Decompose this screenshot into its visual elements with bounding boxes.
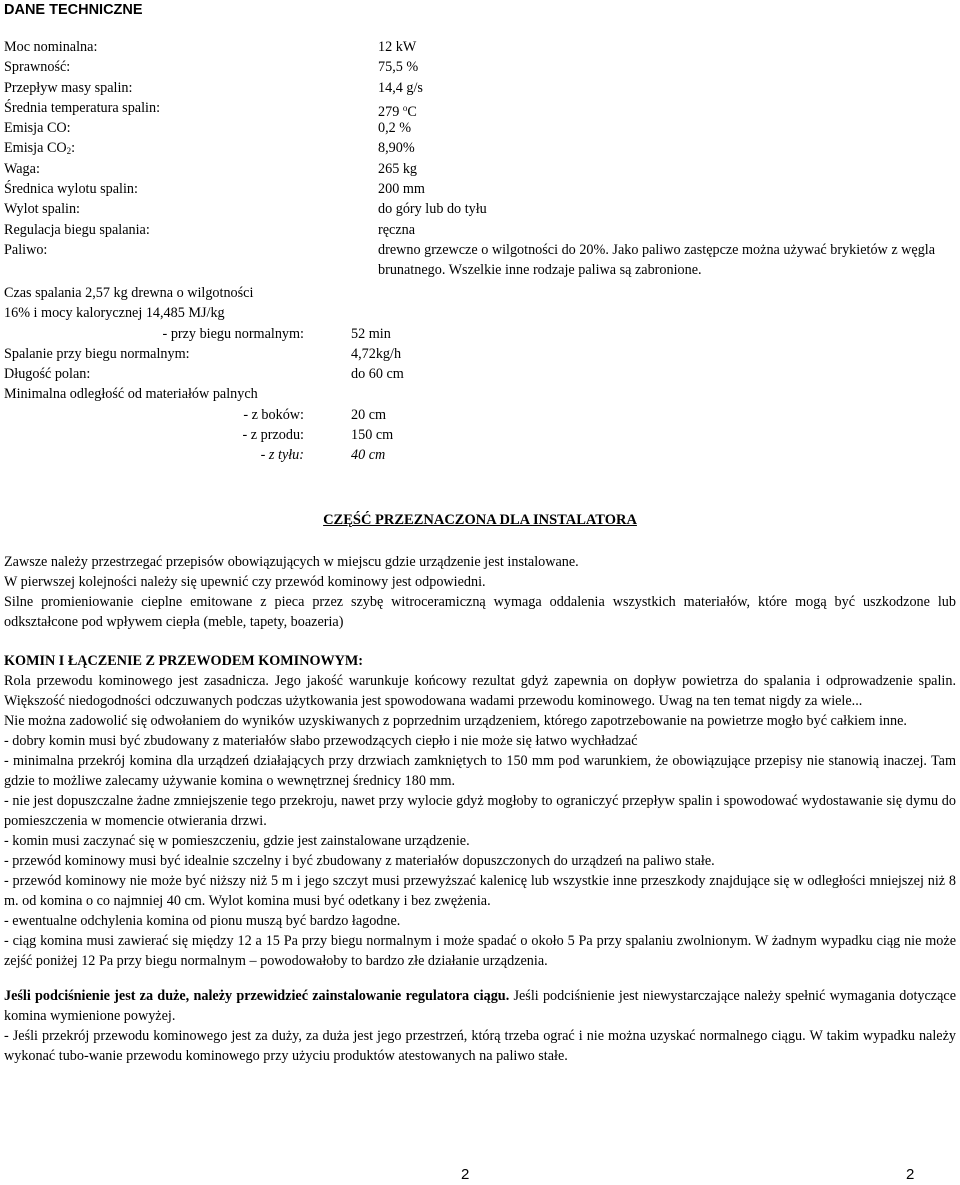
- spec-row: [4, 138, 954, 158]
- chimney-paragraph: - komin musi zaczynać się w pomieszczeniu, gdzie jest zainstalowane urządzenie.: [4, 833, 470, 849]
- distance-title: Minimalna odległość od materiałów palnych: [4, 386, 258, 403]
- side-distance-value: 20 cm: [351, 406, 387, 423]
- co2-subscript: 2: [66, 146, 72, 157]
- spec-value: 8,90%: [378, 140, 415, 157]
- chimney-paragraph: - dobry komin musi być zbudowany z materiałów słabo przewodzących ciepło i nie może się łatwo wychładzać: [4, 733, 638, 749]
- intro-paragraph: Zawsze należy przestrzegać przepisów obowiązujących w miejscu gdzie urządzenie jest instalowane.: [4, 554, 579, 570]
- chimney-paragraph: - ewentualne odchylenia komina od pionu muszą być bardzo łagodne.: [4, 913, 401, 929]
- spec-label: Średnica wylotu spalin:: [4, 181, 138, 198]
- intro-paragraph: W pierwszej kolejności należy się upewnić czy przewód kominowy jest odpowiedni.: [4, 574, 486, 590]
- burn-row: [4, 303, 954, 323]
- burn-row: [4, 364, 954, 384]
- spec-row: [4, 78, 954, 98]
- burn-row: [4, 405, 954, 425]
- burn-time-section: [4, 283, 954, 466]
- front-distance-label: - z przodu:: [242, 427, 304, 444]
- chimney-paragraph: - przewód kominowy musi być idealnie szczelny i być zbudowany z materiałów dopuszczonych do urządzeń na paliwo stałe.: [4, 853, 715, 869]
- burn-row: [4, 324, 954, 344]
- chimney-section-title: KOMIN I ŁĄCZENIE Z PRZEWODEM KOMINOWYM:: [4, 653, 364, 669]
- regulator-text: Jeśli podciśnienie jest niewystarczające należy spełnić wymagania dotyczące komina wymienione powyżej.: [4, 988, 956, 1024]
- spacer: [4, 632, 956, 651]
- chimney-paragraph: Rola przewodu kominowego jest zasadnicza. Jego jakość warunkuje końcowy rezultat gdyż zapewnia on dopływ powietrza do spalania i odprowadzenie spalin. Większość niedogodności odczuwanych podczas użytkowania jest spowodowana wadami przewodu kominowego. Uwag na ten temat nigdy za wiele...: [4, 673, 956, 709]
- spec-label: Wylot spalin:: [4, 201, 80, 218]
- spec-label: Sprawność:: [4, 59, 71, 76]
- intro-paragraph: Silne promieniowanie cieplne emitowane z pieca przez szybę witroceramiczną wymaga oddalenia wszystkich materiałów, które mogą być uszkodzone lub odkształcone pod wpływem ciepła (meble, tapety, boazeria): [4, 594, 956, 630]
- burn-row: [4, 384, 954, 404]
- normal-burn-value: 52 min: [351, 325, 391, 342]
- spec-label: Moc nominalna:: [4, 39, 98, 55]
- spec-row: [4, 98, 954, 118]
- spec-value: ręczna: [378, 221, 416, 238]
- burn-row: [4, 445, 954, 465]
- burn-row: [4, 425, 954, 445]
- spec-label: Regulacja biegu spalania:: [4, 221, 150, 238]
- degree-superscript: o: [402, 102, 408, 113]
- burn-rate-label: Spalanie przy biegu normalnym:: [4, 345, 190, 362]
- chimney-paragraph: - nie jest dopuszczalne żadne zmniejszenie tego przekroju, nawet przy wylocie gdyż mogłoby to ograniczyć przepływ spalin i spowodować wydostawanie się dymu do pomieszczenia w momencie otwierania drzwi.: [4, 793, 956, 829]
- spacer: [4, 971, 956, 986]
- spec-row: [4, 37, 954, 57]
- page-number-right: 2: [906, 1166, 915, 1183]
- section-heading-technical-data: DANE TECHNICZNE: [4, 2, 143, 18]
- burn-description-line: 16% i mocy kalorycznej 14,485 MJ/kg: [4, 305, 225, 322]
- regulator-bold-text: Jeśli podciśnienie jest za duże, należy przewidzieć zainstalowanie regulatora ciągu.: [4, 988, 510, 1004]
- log-length-value: do 60 cm: [351, 366, 404, 383]
- chimney-paragraph: - minimalna przekrój komina dla urządzeń działających przy drzwiach zamkniętych to 150 mm pod warunkiem, że obowiązujące przepisy nie stanowią inaczej. Tam gdzie to możliwe zalecamy używanie komina o wewnętrznej średnicy 180 mm.: [4, 753, 956, 789]
- spec-label: Przepływ masy spalin:: [4, 79, 133, 96]
- spec-value: 0,2 %: [378, 120, 412, 137]
- spec-row: [4, 159, 954, 179]
- log-length-label: Długość polan:: [4, 366, 91, 383]
- chimney-paragraph: - przewód kominowy nie może być niższy niż 5 m i jego szczyt musi przewyższać kalenicę lub wszystkie inne przeszkody znajdujące się w odległości mniejszej niż 8 m. od komina o co najmniej 40 cm. Wylot komina musi być odetkany i bez zwężenia.: [4, 873, 956, 909]
- spec-value: 12 kW: [378, 39, 417, 55]
- spec-label: Waga:: [4, 160, 40, 177]
- burn-row: [4, 344, 954, 364]
- fuel-label: Paliwo:: [4, 241, 48, 258]
- front-distance-value: 150 cm: [351, 427, 394, 444]
- spec-row: [4, 179, 954, 199]
- spec-row: [4, 199, 954, 219]
- temp-number: 279: [378, 103, 403, 120]
- spec-row: [4, 220, 954, 240]
- installer-body: [4, 552, 956, 1066]
- spec-value: do góry lub do tyłu: [378, 201, 487, 218]
- spec-value: 265 kg: [378, 160, 418, 177]
- page-number-left: 2: [461, 1166, 470, 1183]
- spec-label: Średnia temperatura spalin:: [4, 99, 161, 116]
- burn-row: [4, 283, 954, 303]
- spec-label: Emisja CO:: [4, 120, 71, 137]
- technical-specs-list: [4, 37, 954, 281]
- regulator-paragraph: [4, 986, 956, 1026]
- co2-label-colon: :: [71, 140, 76, 157]
- spec-row: [4, 57, 954, 77]
- fuel-value: drewno grzewcze o wilgotności do 20%. Jako paliwo zastępcze można używać brykietów z węgla brunatnego. Wszelkie inne rodzaje paliwa są zabronione.: [378, 241, 936, 278]
- burn-rate-value: 4,72kg/h: [351, 345, 402, 362]
- temp-unit: C: [407, 103, 417, 120]
- spec-value: 200 mm: [378, 181, 425, 198]
- normal-burn-label: - przy biegu normalnym:: [162, 325, 304, 342]
- back-distance-label: - z tyłu:: [260, 447, 304, 464]
- last-paragraph: - Jeśli przekrój przewodu kominowego jest za duży, za duża jest jego przestrzeń, którą trzeba ograć i nie można uzyskać normalnego ciągu. W takim wypadku należy wykonać tubo-wanie przewodu kominowego przy użyciu produktów atestowanych na paliwo stałe.: [4, 1028, 956, 1064]
- chimney-paragraph: Nie można zadowolić się odwołaniem do wyników uzyskiwanych z poprzednim urządzeniem, którego zapotrzebowanie na powietrze mogło być całkiem inne.: [4, 713, 907, 729]
- chimney-paragraph: - ciąg komina musi zawierać się między 12 a 15 Pa przy biegu normalnym i może spadać o około 5 Pa przy spalaniu zwolnionym. W żadnym wypadku ciąg nie może zejść poniżej 12 Pa przy biegu normalnym – powodowałoby to bardzo złe działanie urządzenia.: [4, 933, 956, 969]
- spec-row: [4, 118, 954, 138]
- installer-section-title: CZĘŚĆ PRZEZNACZONA DLA INSTALATORA: [323, 512, 637, 528]
- burn-description-line: Czas spalania 2,57 kg drewna o wilgotności: [4, 285, 254, 301]
- fuel-row: [4, 240, 954, 281]
- spec-value: 75,5 %: [378, 59, 419, 76]
- co2-label-main: Emisja CO: [4, 140, 67, 157]
- back-distance-value: 40 cm: [351, 447, 386, 464]
- spec-value: 14,4 g/s: [378, 79, 423, 96]
- side-distance-label: - z boków:: [243, 406, 304, 423]
